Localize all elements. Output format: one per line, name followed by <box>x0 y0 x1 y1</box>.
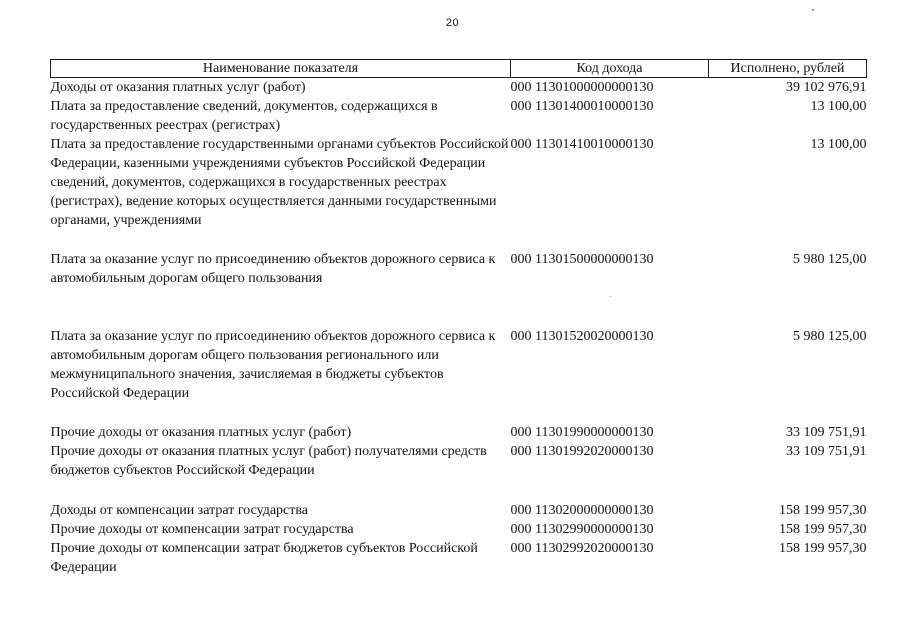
table-row <box>51 442 867 480</box>
header-revenue-code: Код дохода <box>511 60 709 78</box>
revenue-code-cell: 000 11301992020000130 <box>510 444 654 459</box>
indicator-name-cell: Прочие доходы от оказания платных услуг (работ) получателями средств бюджетов субъектов Российской Федерации <box>50 444 487 478</box>
page-number: 20 <box>445 17 460 29</box>
indicator-name-cell: Прочие доходы от компенсации затрат государства <box>50 522 354 537</box>
executed-amount-cell: 39 102 976,91 <box>786 80 867 95</box>
header-executed-amount: Исполнено, рублей <box>709 60 867 78</box>
executed-amount-cell: 158 199 957,30 <box>779 503 867 518</box>
indicator-name-cell: Плата за предоставление государственными органами субъектов Российской Федерации, казенными учреждениями субъектов Российской Федерации сведений, документов, содержащихся в государственных реестрах (регистрах), ведение которых осуществляется данными государственными органами, учреждениями <box>50 137 509 228</box>
revenue-table <box>50 59 867 577</box>
executed-amount-cell: 5 980 125,00 <box>793 329 867 344</box>
table-header <box>51 60 867 78</box>
executed-amount-cell: 33 109 751,91 <box>786 444 867 459</box>
table-row <box>51 539 867 577</box>
executed-amount-cell: 33 109 751,91 <box>786 425 867 440</box>
revenue-code-cell: 000 11301410010000130 <box>510 137 654 152</box>
revenue-code-cell: 000 11301500000000130 <box>510 252 654 267</box>
revenue-code-cell: 000 11301520020000130 <box>510 329 654 344</box>
table-row <box>51 288 867 403</box>
indicator-name-cell: Доходы от оказания платных услуг (работ) <box>50 80 306 95</box>
executed-amount-cell: 158 199 957,30 <box>779 522 867 537</box>
revenue-code-cell: 000 11301400010000130 <box>510 99 654 114</box>
executed-amount-cell: 13 100,00 <box>810 99 867 114</box>
revenue-code-cell: 000 11301000000000130 <box>510 80 654 95</box>
revenue-code-cell: 000 11301990000000130 <box>510 425 654 440</box>
table-row <box>51 480 867 520</box>
table-row <box>51 78 867 98</box>
header-indicator-name: Наименование показателя <box>51 60 511 78</box>
revenue-code-cell: 000 11302992020000130 <box>510 541 654 556</box>
table-row <box>51 230 867 288</box>
scan-speck <box>812 9 814 11</box>
executed-amount-cell: 5 980 125,00 <box>793 252 867 267</box>
table-row <box>51 520 867 539</box>
header-row <box>51 60 867 78</box>
indicator-name-cell: Прочие доходы от оказания платных услуг (работ) <box>50 425 352 440</box>
table-row <box>51 97 867 135</box>
table-body <box>51 78 867 578</box>
indicator-name-cell: Плата за предоставление сведений, документов, содержащихся в государственных реестрах (регистрах) <box>50 99 438 133</box>
executed-amount-cell: 13 100,00 <box>810 137 867 152</box>
indicator-name-cell: Прочие доходы от компенсации затрат бюджетов субъектов Российской Федерации <box>50 541 478 575</box>
revenue-code-cell: 000 11302000000000130 <box>510 503 654 518</box>
indicator-name-cell: Плата за оказание услуг по присоединению объектов дорожного сервиса к автомобильным дорогам общего пользования регионального или межмуниципального значения, зачисляемая в бюджеты субъектов Российской Федерации <box>50 329 496 401</box>
table-row <box>51 135 867 230</box>
table-row <box>51 403 867 442</box>
indicator-name-cell: Плата за оказание услуг по присоединению объектов дорожного сервиса к автомобильным дорогам общего пользования <box>50 252 496 286</box>
executed-amount-cell: 158 199 957,30 <box>779 541 867 556</box>
indicator-name-cell: Доходы от компенсации затрат государства <box>50 503 309 518</box>
revenue-code-cell: 000 11302990000000130 <box>510 522 654 537</box>
